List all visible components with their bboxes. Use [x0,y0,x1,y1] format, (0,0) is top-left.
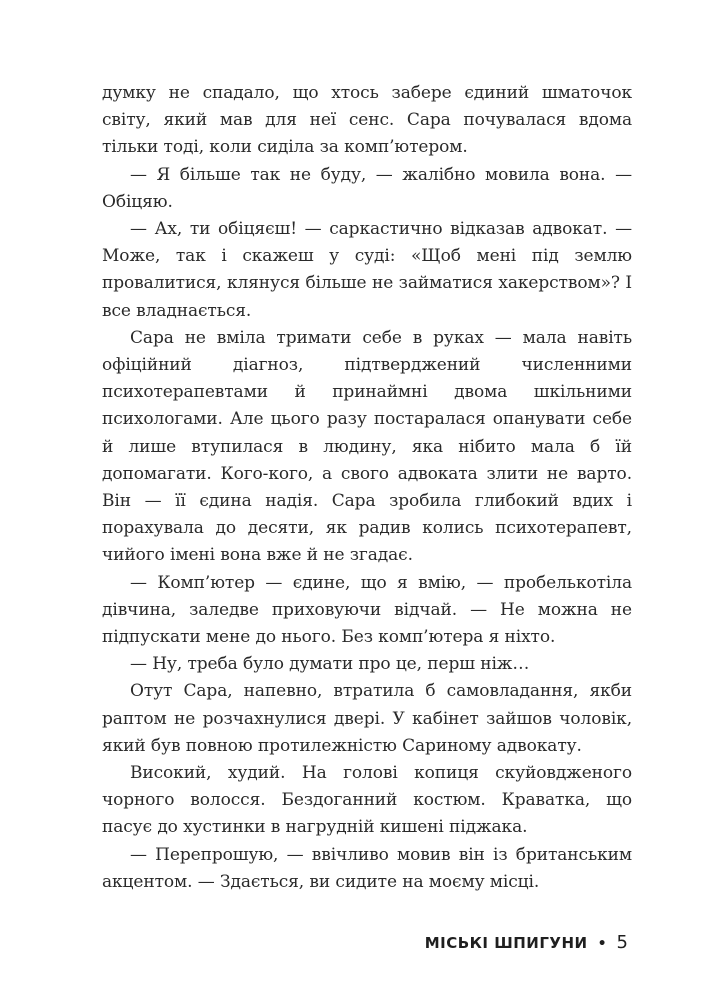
paragraph: думку не спадало, що хтось забере єдиний шматочок світу, який мав для неї сенс. Сара почувалася вдома тільки тоді, коли сиділа за комп’ютером. [102,83,632,158]
book-title: МІСЬКІ ШПИГУНИ [424,934,588,952]
running-footer [425,932,628,953]
page-number: 5 [616,932,628,953]
paragraph: — Комп’ютер — єдине, що я вмію, — пробелькотіла дівчина, заледве приховуючи відчай. — Не можна не підпускати мене до нього. Без комп’ютера я ніхто. [102,572,632,648]
paragraph: — Ну, треба було думати про це, перш ніж… [130,654,530,675]
paragraph: — Я більше так не буду, — жалібно мовила вона. — Обіцяю. [102,164,632,212]
paragraph: — Ах, ти обіцяєш! — саркастично відказав адвокат. — Може, так і скажеш у суді: «Щоб мені під землю провалитися, клянуся більше не займатися хакерством»? І все владнається. [102,219,632,321]
paragraph: Отут Сара, напевно, втратила б самовладання, якби раптом не розчахнулися двері. У кабінет зайшов чоловік, який був повною протилежністю Сариному адвокату. [102,681,632,756]
paragraph: Сара не вміла тримати себе в руках — мала навіть офіційний діагноз, підтверджений численними психотерапевтами й принаймні двома шкільними психологами. Але цього разу постаралася опанувати себе й лише втупилася в людину, яка нібито мала б їй допомагати. Кого-кого, а свого адвоката злити не варто. Він — її єдина надія. Сара зробила глибокий вдих і порахувала до десяти, як радив колись психотерапевт, чийого імені вона вже й не згадає. [102,327,632,566]
paragraph: — Перепрошую, — ввічливо мовив він із британським акцентом. — Здається, ви сидите на моєму місці. [102,844,632,892]
body-text [102,80,632,896]
footer-separator: • [597,936,607,952]
paragraph: Високий, худий. На голові копиця скуйовдженого чорного волосся. Бездоганний костюм. Краватка, що пасує до хустинки в нагрудній кишені піджака. [102,763,632,838]
